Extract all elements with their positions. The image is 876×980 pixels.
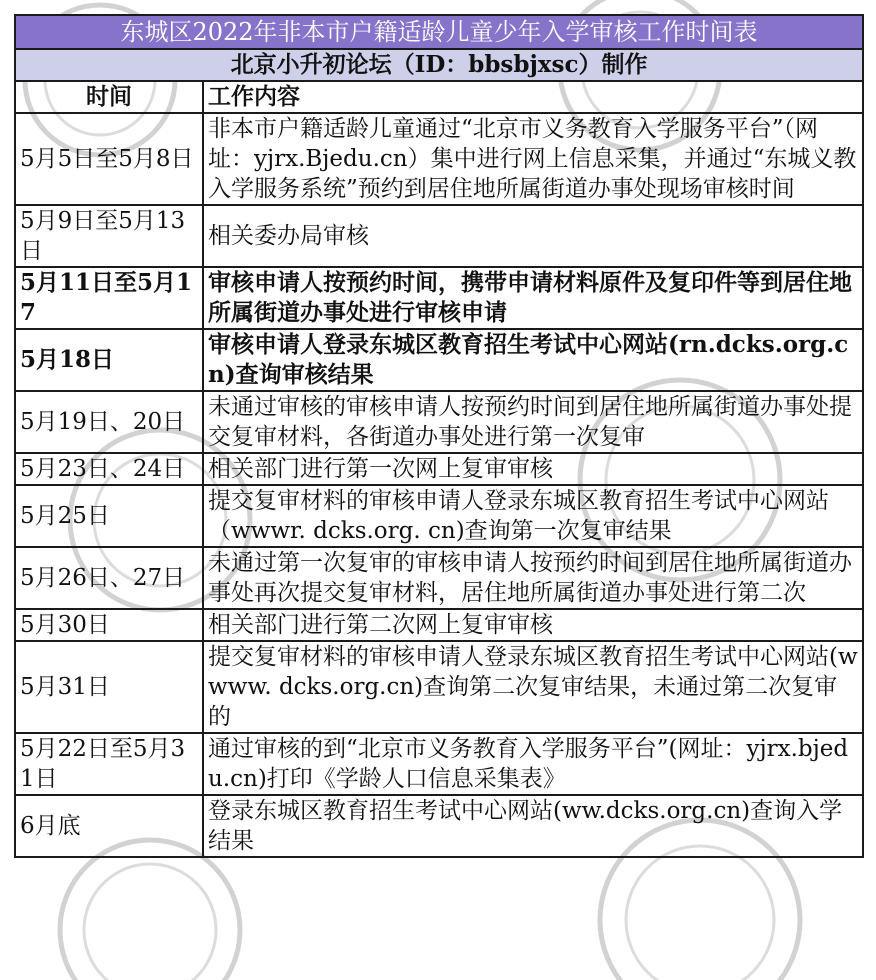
- table-row: [15, 641, 863, 733]
- schedule-time-cell: 5月22日至5月31日: [15, 733, 203, 795]
- schedule-time-cell: 5月23日、24日: [15, 453, 203, 485]
- table-row: [15, 453, 863, 485]
- table-row: [15, 391, 863, 453]
- schedule-time-cell: 6月底: [15, 795, 203, 857]
- schedule-time-cell: 5月31日: [15, 641, 203, 733]
- table-row: [15, 609, 863, 641]
- schedule-time-cell: 5月11日至5月17: [15, 267, 203, 329]
- table-row: [15, 267, 863, 329]
- schedule-time-cell: 5月19日、20日: [15, 391, 203, 453]
- table-row: [15, 795, 863, 857]
- schedule-time-cell: 5月9日至5月13日: [15, 205, 203, 267]
- schedule-content-cell: 相关委办局审核: [203, 205, 863, 267]
- time-column-header: 时间: [15, 81, 203, 113]
- table-subtitle: 北京小升初论坛（ID：bbsbjxsc）制作: [15, 49, 863, 81]
- header-row: [15, 81, 863, 113]
- schedule-content-cell: 通过审核的到“北京市义务教育入学服务平台”(网址：yjrx.bjedu.cn)打印《学龄人口信息采集表》: [203, 733, 863, 795]
- schedule-content-cell: 相关部门进行第一次网上复审审核: [203, 453, 863, 485]
- table-row: [15, 733, 863, 795]
- table-row: [15, 329, 863, 391]
- schedule-time-cell: 5月5日至5月8日: [15, 113, 203, 205]
- schedule-time-cell: 5月26日、27日: [15, 547, 203, 609]
- table-row: [15, 113, 863, 205]
- schedule-content-cell: 未通过第一次复审的审核申请人按预约时间到居住地所属街道办事处再次提交复审材料，居住地所属街道办事处进行第二次: [203, 547, 863, 609]
- table-row: [15, 205, 863, 267]
- schedule-time-cell: 5月25日: [15, 485, 203, 547]
- schedule-content-cell: 提交复审材料的审核申请人登录东城区教育招生考试中心网站(wwww. dcks.org.cn)查询第二次复审结果，未通过第二次复审的: [203, 641, 863, 733]
- watermark-seal: [60, 840, 240, 980]
- table-row: [15, 547, 863, 609]
- schedule-table: [14, 14, 864, 858]
- table-row: [15, 485, 863, 547]
- schedule-time-cell: 5月18日: [15, 329, 203, 391]
- schedule-content-cell: 登录东城区教育招生考试中心网站(ww.dcks.org.cn)查询入学结果: [203, 795, 863, 857]
- schedule-content-cell: 相关部门进行第二次网上复审审核: [203, 609, 863, 641]
- schedule-content-cell: 未通过审核的审核申请人按预约时间到居住地所属街道办事处提交复审材料，各街道办事处进行第一次复审: [203, 391, 863, 453]
- subtitle-row: [15, 49, 863, 81]
- schedule-content-cell: 提交复审材料的审核申请人登录东城区教育招生考试中心网站（wwwr. dcks.org. cn)查询第一次复审结果: [203, 485, 863, 547]
- schedule-time-cell: 5月30日: [15, 609, 203, 641]
- content-column-header: 工作内容: [203, 81, 863, 113]
- schedule-content-cell: 非本市户籍适龄儿童通过“北京市义务教育入学服务平台”（网址：yjrx.Bjedu.cn）集中进行网上信息采集，并通过“东城义教入学服务系统”预约到居住地所属街道办事处现场审核时间: [203, 113, 863, 205]
- table-title: 东城区2022年非本市户籍适龄儿童少年入学审核工作时间表: [15, 15, 863, 49]
- schedule-content-cell: 审核申请人登录东城区教育招生考试中心网站(rn.dcks.org.cn)查询审核结果: [203, 329, 863, 391]
- title-row: [15, 15, 863, 49]
- schedule-content-cell: 审核申请人按预约时间，携带申请材料原件及复印件等到居住地所属街道办事处进行审核申请: [203, 267, 863, 329]
